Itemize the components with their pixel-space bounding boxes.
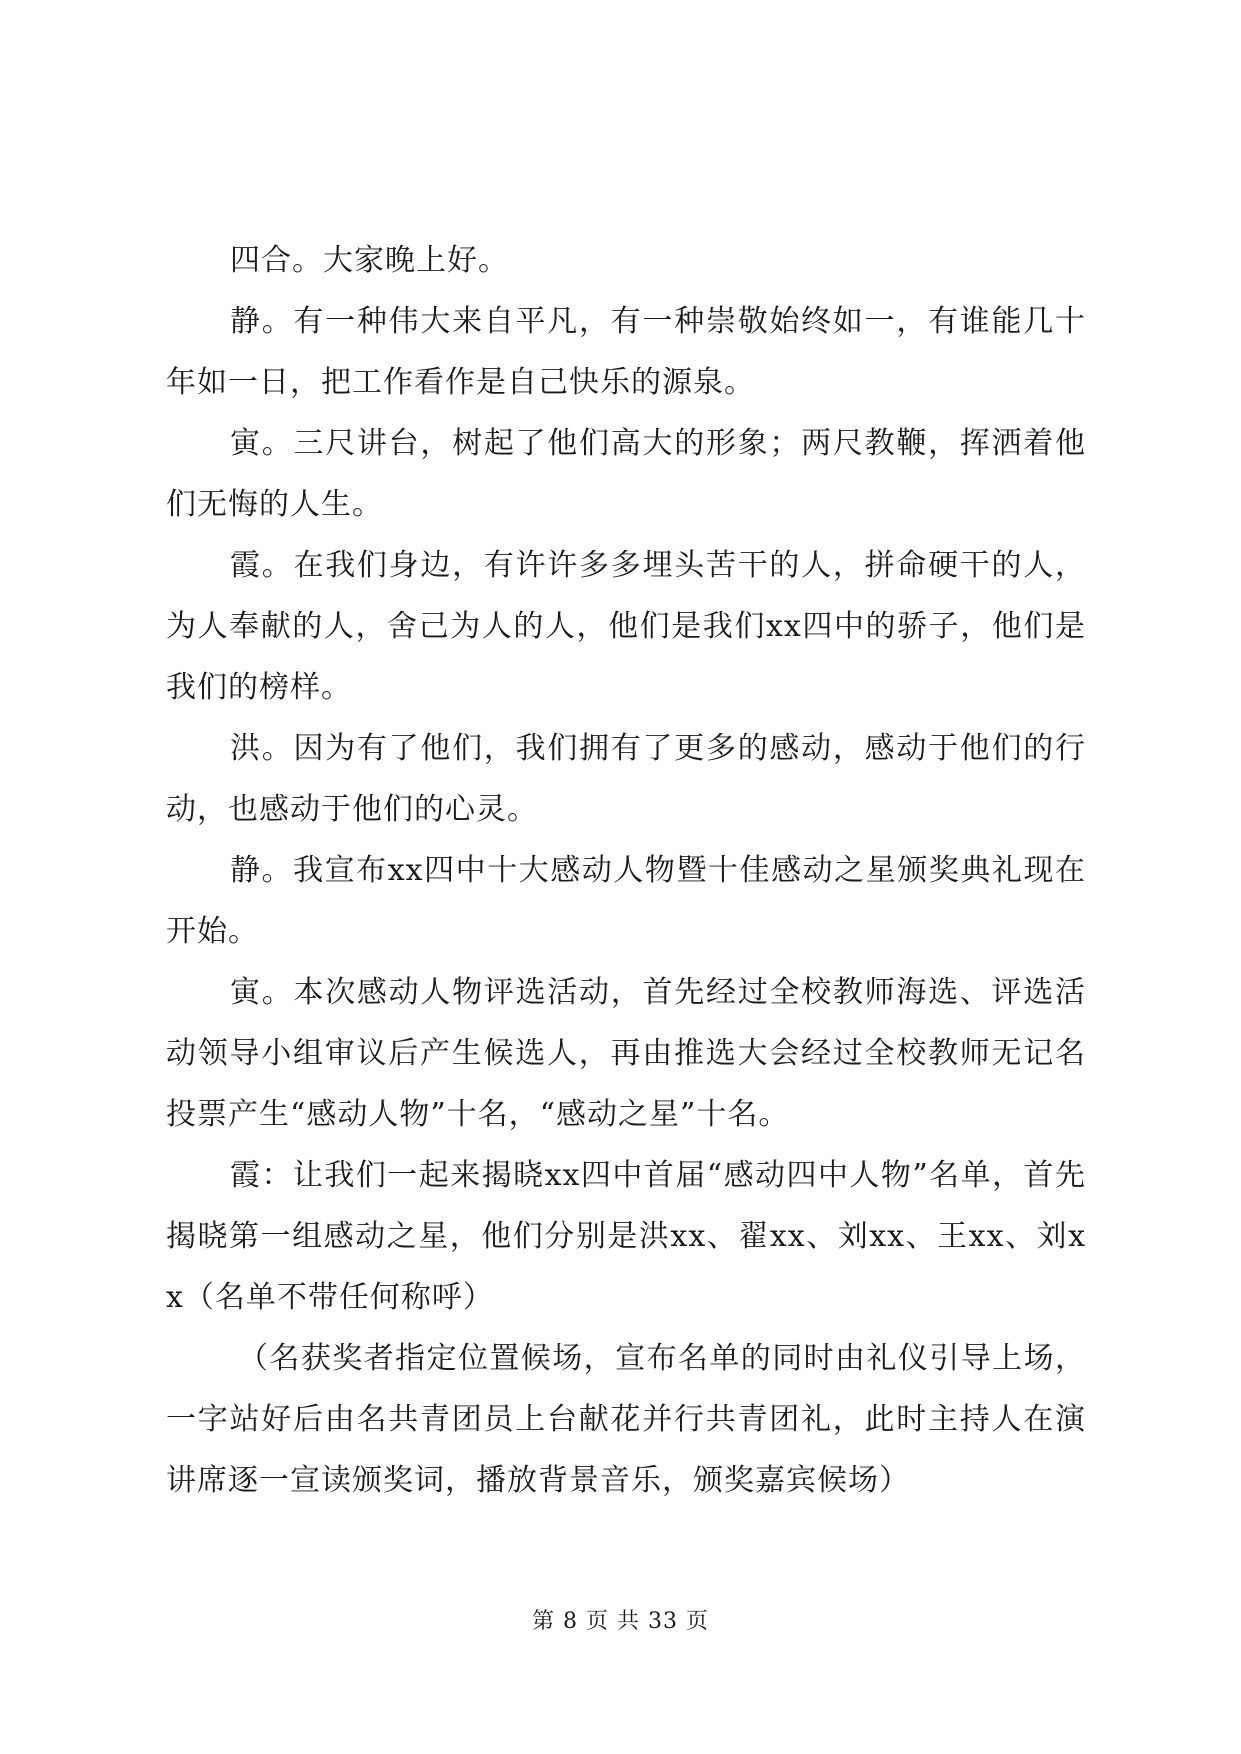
paragraph-jing-2: 静。我宣布xx四中十大感动人物暨十佳感动之星颁奖典礼现在开始。 — [166, 853, 1086, 949]
paragraph-xia-1: 霞。在我们身边，有许许多多埋头苦干的人，拼命硬干的人，为人奉献的人，舍己为人的人，他们是我们xx四中的骄子，他们是我们的榜样。 — [166, 548, 1086, 705]
paragraph-yin-1: 寅。三尺讲台，树起了他们高大的形象；两尺教鞭，挥洒着他们无悔的人生。 — [166, 426, 1086, 522]
paragraph-yin-2: 寅。本次感动人物评选活动，首先经过全校教师海选、评选活动领导小组审议后产生候选人，再由推选大会经过全校教师无记名投票产生“感动人物”十名，“感动之星”十名。 — [166, 975, 1086, 1132]
document-body — [166, 230, 1086, 1511]
paragraph-stage-direction: （名获奖者指定位置候场，宣布名单的同时由礼仪引导上场，一字站好后由名共青团员上台献花并行共青团礼，此时主持人在演讲席逐一宣读颁奖词，播放背景音乐，颁奖嘉宾候场） — [166, 1341, 1086, 1498]
paragraph-xia-2: 霞：让我们一起来揭晓xx四中首届“感动四中人物”名单，首先揭晓第一组感动之星，他们分别是洪xx、翟xx、刘xx、王xx、刘xx（名单不带任何称呼） — [166, 1158, 1086, 1315]
paragraph-jing-1: 静。有一种伟大来自平凡，有一种崇敬始终如一，有谁能几十年如一日，把工作看作是自己快乐的源泉。 — [166, 304, 1086, 400]
paragraph-hong-1: 洪。因为有了他们，我们拥有了更多的感动，感动于他们的行动，也感动于他们的心灵。 — [166, 731, 1086, 827]
paragraph-greeting: 四合。大家晚上好。 — [230, 243, 509, 278]
page-number-footer: 第 8 页 共 33 页 — [532, 1609, 709, 1634]
